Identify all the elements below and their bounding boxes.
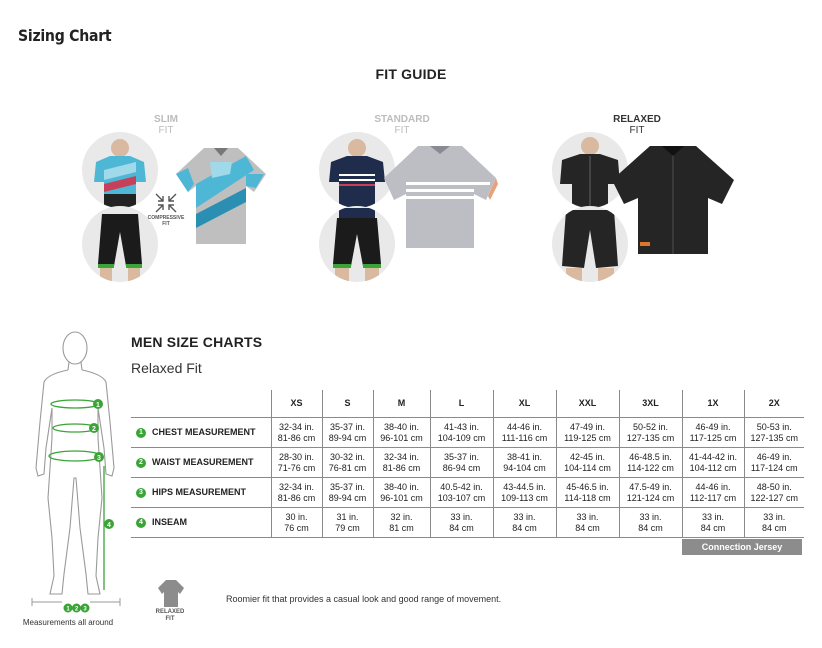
cell-in: 42-45 in. (569, 451, 606, 462)
cell-in: 46-49 in. (695, 421, 731, 432)
cell-cm: 84 cm (700, 522, 726, 533)
cell-in: 41-43 in. (443, 421, 480, 432)
cell-in: 41-44-42 in. (688, 451, 738, 462)
cell-in: 47.5-49 in. (629, 481, 672, 492)
cell-cm: 71-76 cm (277, 462, 316, 473)
size-header-xs: XS (271, 390, 322, 418)
table-cell (493, 418, 556, 448)
table-cell (619, 418, 682, 448)
relaxed-jersey-icon (157, 578, 185, 608)
size-header-empty (131, 390, 271, 418)
bottom-marker-2-text: 2 (74, 606, 79, 613)
size-table (131, 390, 804, 538)
cell-in: 35-37 in. (329, 481, 366, 492)
fit-label-relaxed-name: RELAXED (613, 114, 661, 125)
cell-cm: 81-86 cm (277, 492, 316, 503)
fit-label-relaxed (604, 114, 670, 136)
inseam-number-badge: 4 (136, 518, 146, 528)
table-cell (322, 508, 373, 538)
table-row-waist (131, 448, 804, 478)
table-cell (744, 418, 804, 448)
compressive-label-1: COMPRESSIVE (147, 215, 185, 221)
hips-label: HIPS MEASUREMENT (152, 487, 247, 497)
relaxed-fit-icon-label-1: RELAXED (155, 609, 185, 615)
fit-label-standard (366, 114, 438, 136)
cell-cm: 84 cm (449, 522, 474, 533)
table-cell (373, 508, 430, 538)
table-row-chest (131, 418, 804, 448)
body-measurement-diagram (18, 328, 136, 618)
relaxed-fit-icon-label (146, 609, 194, 623)
row-label-chest (131, 418, 271, 448)
table-cell (271, 448, 322, 478)
table-cell (430, 418, 493, 448)
size-header-l: L (430, 390, 493, 418)
cell-in: 35-37 in. (443, 451, 480, 462)
fit-label-relaxed-sub: FIT (629, 125, 645, 136)
slim-jersey-model-photo (82, 132, 158, 208)
cell-in: 32-34 in. (278, 481, 315, 492)
relaxed-fit-icon-label-2: FIT (165, 616, 175, 622)
fit-guide-title: FIT GUIDE (375, 66, 447, 82)
cell-in: 38-41 in. (506, 451, 543, 462)
size-header-row (131, 390, 804, 418)
cell-cm: 127-135 cm (626, 432, 675, 443)
cell-cm: 117-124 cm (750, 462, 798, 473)
waist-label: WAIST MEASUREMENT (152, 457, 254, 467)
body-marker-3-text: 3 (97, 455, 101, 462)
size-header-xxl: XXL (556, 390, 619, 418)
body-marker-1-text: 1 (96, 402, 100, 409)
cell-cm: 84 cm (761, 522, 787, 533)
row-label-inseam (131, 508, 271, 538)
fit-label-standard-sub: FIT (394, 125, 410, 136)
row-label-waist (131, 448, 271, 478)
table-cell (682, 448, 744, 478)
table-cell (556, 478, 619, 508)
cell-cm: 119-125 cm (564, 432, 611, 443)
cell-in: 47-49 in. (569, 421, 606, 432)
table-cell (556, 508, 619, 538)
cell-cm: 79 cm (335, 522, 360, 533)
cell-in: 46-48.5 in. (629, 451, 672, 462)
table-cell (322, 418, 373, 448)
cell-in: 50-52 in. (632, 421, 669, 432)
body-marker-4 (104, 519, 114, 529)
cell-cm: 112-117 cm (689, 492, 737, 503)
cell-in: 43-44.5 in. (503, 481, 546, 492)
table-cell (373, 448, 430, 478)
table-row-hips (131, 478, 804, 508)
fit-label-standard-name: STANDARD (374, 114, 430, 125)
size-header-1x: 1X (682, 390, 744, 418)
size-header-3xl: 3XL (619, 390, 682, 418)
cell-cm: 81-86 cm (382, 462, 421, 473)
bottom-marker-1-text: 1 (66, 606, 70, 613)
body-marker-1 (93, 399, 103, 409)
table-cell (556, 418, 619, 448)
table-cell (682, 508, 744, 538)
bottom-marker-3-text: 3 (83, 606, 87, 613)
table-cell (493, 508, 556, 538)
connection-jersey-badge: Connection Jersey (682, 539, 802, 555)
chest-number-badge: 1 (136, 428, 146, 438)
cell-cm: 104-114 cm (564, 462, 611, 473)
size-header-xl: XL (493, 390, 556, 418)
table-cell (619, 508, 682, 538)
fit-description: Roomier fit that provides a casual look and good range of movement. (226, 594, 502, 604)
cell-cm: 122-127 cm (750, 492, 799, 503)
cell-cm: 103-107 cm (437, 492, 486, 503)
table-cell (619, 478, 682, 508)
cell-in: 33 in. (513, 511, 536, 522)
standard-jersey-product-image (378, 142, 502, 252)
table-cell (271, 418, 322, 448)
body-marker-3 (94, 452, 104, 462)
cell-in: 38-40 in. (383, 481, 420, 492)
fit-label-slim (140, 114, 192, 136)
cell-in: 44-46 in. (506, 421, 543, 432)
fit-label-slim-name: SLIM (154, 114, 178, 125)
bottom-markers (32, 596, 120, 613)
size-chart-subtitle: Relaxed Fit (131, 360, 202, 376)
size-header-s: S (322, 390, 373, 418)
cell-in: 33 in. (450, 511, 473, 522)
cell-in: 48-50 in. (756, 481, 792, 492)
inseam-label: INSEAM (152, 517, 188, 527)
cell-cm: 96-101 cm (380, 432, 423, 443)
cell-in: 33 in. (639, 511, 662, 522)
cell-cm: 84 cm (638, 522, 663, 533)
table-cell (271, 508, 322, 538)
row-label-hips (131, 478, 271, 508)
cell-cm: 81-86 cm (277, 432, 316, 443)
table-cell (430, 478, 493, 508)
cell-cm: 84 cm (575, 522, 600, 533)
table-cell (493, 478, 556, 508)
table-cell (619, 448, 682, 478)
relaxed-jersey-product-image (608, 142, 738, 258)
size-chart-title: MEN SIZE CHARTS (131, 334, 263, 350)
cell-in: 32-34 in. (278, 421, 315, 432)
hips-number-badge: 3 (136, 488, 146, 498)
table-cell (322, 478, 373, 508)
table-cell (493, 448, 556, 478)
table-cell (271, 478, 322, 508)
slim-jersey-product-image (170, 144, 272, 248)
table-cell (430, 448, 493, 478)
cell-cm: 104-109 cm (437, 432, 486, 443)
cell-cm: 121-124 cm (626, 492, 675, 503)
cell-cm: 127-135 cm (750, 432, 799, 443)
measurements-caption: Measurements all around (22, 618, 114, 627)
cell-in: 50-53 in. (756, 421, 792, 432)
cell-in: 44-46 in. (695, 481, 731, 492)
size-header-2x: 2X (768, 398, 780, 408)
page-title: Sizing Chart (18, 26, 112, 45)
cell-cm: 76 cm (284, 522, 309, 533)
size-header-m: M (373, 390, 430, 418)
compressive-label-2: FIT (162, 221, 170, 227)
cell-in: 33 in. (576, 511, 599, 522)
waist-number-badge: 2 (136, 458, 146, 468)
cell-in: 46-49 in. (756, 451, 792, 462)
table-cell (556, 448, 619, 478)
cell-in: 33 in. (701, 511, 725, 522)
cell-cm: 114-122 cm (627, 462, 674, 473)
cell-cm: 76-81 cm (328, 462, 367, 473)
cell-cm: 114-118 cm (564, 492, 611, 503)
cell-in: 35-37 in. (329, 421, 366, 432)
cell-in: 33 in. (763, 511, 786, 522)
cell-in: 32 in. (390, 511, 413, 522)
cell-cm: 117-125 cm (689, 432, 737, 443)
cell-in: 31 in. (336, 511, 359, 522)
table-cell (373, 478, 430, 508)
body-marker-2 (89, 423, 99, 433)
cell-cm: 111-116 cm (501, 432, 548, 443)
body-marker-4-text: 4 (107, 522, 111, 529)
cell-in: 38-40 in. (383, 421, 420, 432)
cell-cm: 81 cm (389, 522, 414, 533)
table-cell (682, 418, 744, 448)
table-cell (744, 448, 804, 478)
cell-cm: 94-104 cm (503, 462, 546, 473)
table-cell (744, 478, 804, 508)
cell-cm: 104-112 cm (689, 462, 737, 473)
cell-in: 45-46.5 in. (566, 481, 609, 492)
cell-in: 30 in. (285, 511, 308, 522)
table-cell (682, 478, 744, 508)
table-row-inseam (131, 508, 804, 538)
body-marker-2-text: 2 (92, 426, 96, 433)
cell-cm: 89-94 cm (328, 492, 367, 503)
cell-cm: 84 cm (512, 522, 537, 533)
cell-cm: 96-101 cm (380, 492, 423, 503)
table-cell (430, 508, 493, 538)
cell-in: 30-32 in. (329, 451, 366, 462)
chest-label: CHEST MEASUREMENT (152, 427, 256, 437)
fit-label-slim-sub: FIT (158, 125, 174, 136)
cell-in: 28-30 in. (278, 451, 315, 462)
cell-in: 40.5-42 in. (440, 481, 483, 492)
table-cell (373, 418, 430, 448)
cell-cm: 86-94 cm (442, 462, 481, 473)
cell-cm: 89-94 cm (328, 432, 367, 443)
table-cell (744, 508, 804, 538)
cell-cm: 109-113 cm (501, 492, 548, 503)
cell-in: 32-34 in. (383, 451, 420, 462)
table-cell (322, 448, 373, 478)
